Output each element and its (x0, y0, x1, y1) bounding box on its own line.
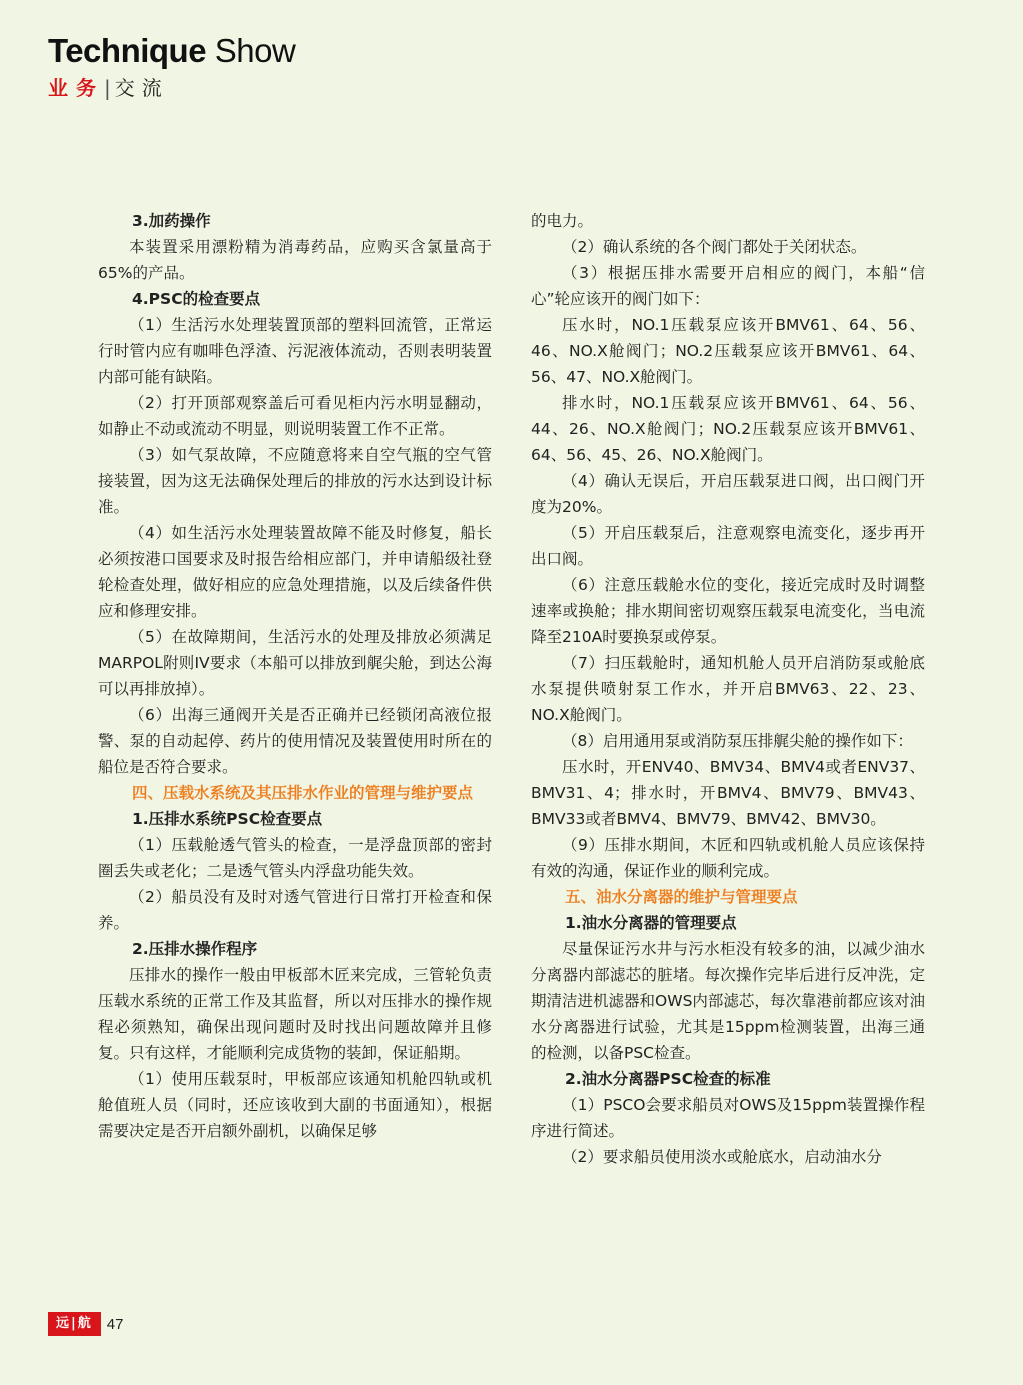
paragraph: （1）生活污水处理装置顶部的塑料回流管，正常运行时管内应有咖啡色浮渣、污泥液体流动，否则表明装置内部可能有缺陷。 (98, 316, 492, 386)
paragraph: （2）打开顶部观察盖后可看见柜内污水明显翻动，如静止不动或流动不明显，则说明装置工作不正常。 (98, 394, 492, 438)
paragraph: （8）启用通用泵或消防泵压排艉尖舱的操作如下： (562, 732, 913, 750)
page-footer (48, 1312, 123, 1336)
magazine-logo: 远|航 (48, 1312, 101, 1336)
paragraph: 排水时，NO.1压载泵应该开BMV61、64、56、44、26、NO.X舱阀门；NO.2压载泵应该开BMV61、64、56、45、26、NO.X舱阀门。 (531, 394, 925, 464)
subheading: 3.加药操作 (132, 212, 211, 230)
left-text-column (98, 208, 492, 1144)
section-label-red: 业务 (48, 76, 104, 100)
paragraph: （4）确认无误后，开启压载泵进口阀，出口阀门开度为20%。 (531, 472, 925, 516)
paragraph: （6）出海三通阀开关是否正确并已经锁闭高液位报警、泵的自动起停、药片的使用情况及装置使用时所在的船位是否符合要求。 (98, 706, 492, 776)
paragraph: 压水时，开ENV40、BMV34、BMV4或者ENV37、BMV31、4；排水时，开BMV4、BMV79、BMV43、BMV33或者BMV4、BMV79、BMV42、BMV30。 (531, 758, 925, 828)
paragraph: （2）要求船员使用淡水或舱底水，启动油水分 (562, 1148, 882, 1166)
paragraph: （5）开启压载泵后，注意观察电流变化，逐步再开出口阀。 (531, 524, 925, 568)
subheading: 2.油水分离器PSC检查的标准 (565, 1070, 771, 1088)
right-text-column (531, 208, 925, 1170)
paragraph: 本装置采用漂粉精为消毒药品，应购买含氯量高于65%的产品。 (98, 238, 492, 282)
subheading: 4.PSC的检查要点 (132, 290, 261, 308)
subheading: 1.油水分离器的管理要点 (565, 914, 737, 932)
paragraph: （7）扫压载舱时，通知机舱人员开启消防泵或舱底水泵提供喷射泵工作水，并开启BMV63、22、23、NO.X舱阀门。 (531, 654, 925, 724)
page-number: 47 (106, 1315, 124, 1333)
paragraph: （9）压排水期间，木匠和四轨或机舱人员应该保持有效的沟通，保证作业的顺利完成。 (531, 836, 925, 880)
paragraph: （6）注意压载舱水位的变化，接近完成时及时调整速率或换舱；排水期间密切观察压载泵电流变化，当电流降至210A时要换泵或停泵。 (531, 576, 925, 646)
section-separator: | (104, 76, 111, 100)
section-heading: 四、压载水系统及其压排水作业的管理与维护要点 (132, 784, 474, 802)
paragraph: （1）压载舱透气管头的检查，一是浮盘顶部的密封圈丢失或老化；二是透气管头内浮盘功能失效。 (98, 836, 492, 880)
section-label: 交流 (114, 76, 169, 100)
section-subtitle (48, 74, 295, 102)
paragraph: （4）如生活污水处理装置故障不能及时修复，船长必须按港口国要求及时报告给相应部门，并申请船级社登轮检查处理，做好相应的应急处理措施，以及后续备件供应和修理安排。 (98, 524, 492, 620)
subheading: 2.压排水操作程序 (132, 940, 258, 958)
paragraph: （5）在故障期间，生活污水的处理及排放必须满足MARPOL附则IV要求（本船可以排放到艉尖舱，到达公海可以再排放掉）。 (98, 628, 492, 698)
paragraph: 尽量保证污水井与污水柜没有较多的油，以减少油水分离器内部滤芯的脏堵。每次操作完毕后进行反冲洗，定期清洁进机滤器和OWS内部滤芯，每次靠港前都应该对油水分离器进行试验，尤其是15ppm检测装置，出海三通的检测，以备PSC检查。 (531, 940, 925, 1062)
title-light: Show (214, 32, 296, 69)
page-header (48, 30, 295, 102)
section-heading: 五、油水分离器的维护与管理要点 (565, 888, 798, 906)
title-bold: Technique (48, 32, 207, 69)
paragraph: （1）使用压载泵时，甲板部应该通知机舱四轨或机舱值班人员（同时，还应该收到大副的书面通知），根据需要决定是否开启额外副机，以确保足够 (98, 1070, 492, 1140)
magazine-section-title (48, 30, 295, 72)
paragraph: （2）确认系统的各个阀门都处于关闭状态。 (562, 238, 867, 256)
paragraph: 压水时，NO.1压载泵应该开BMV61、64、56、46、NO.X舱阀门；NO.2压载泵应该开BMV61、64、56、47、NO.X舱阀门。 (531, 316, 925, 386)
paragraph: 压排水的操作一般由甲板部木匠来完成，三管轮负责压载水系统的正常工作及其监督，所以对压排水的操作规程必须熟知，确保出现问题时及时找出问题故障并且修复。只有这样，才能顺利完成货物的装卸，保证船期。 (98, 966, 492, 1062)
paragraph: （2）船员没有及时对透气管进行日常打开检查和保养。 (98, 888, 492, 932)
subheading: 1.压排水系统PSC检查要点 (132, 810, 323, 828)
paragraph: 的电力。 (531, 212, 594, 230)
paragraph: （3）如气泵故障，不应随意将来自空气瓶的空气管接装置，因为这无法确保处理后的排放的污水达到设计标准。 (98, 446, 492, 516)
paragraph: （1）PSCO会要求船员对OWS及15ppm装置操作程序进行简述。 (531, 1096, 925, 1140)
paragraph: （3）根据压排水需要开启相应的阀门，本船“信心”轮应该开的阀门如下： (531, 264, 925, 308)
